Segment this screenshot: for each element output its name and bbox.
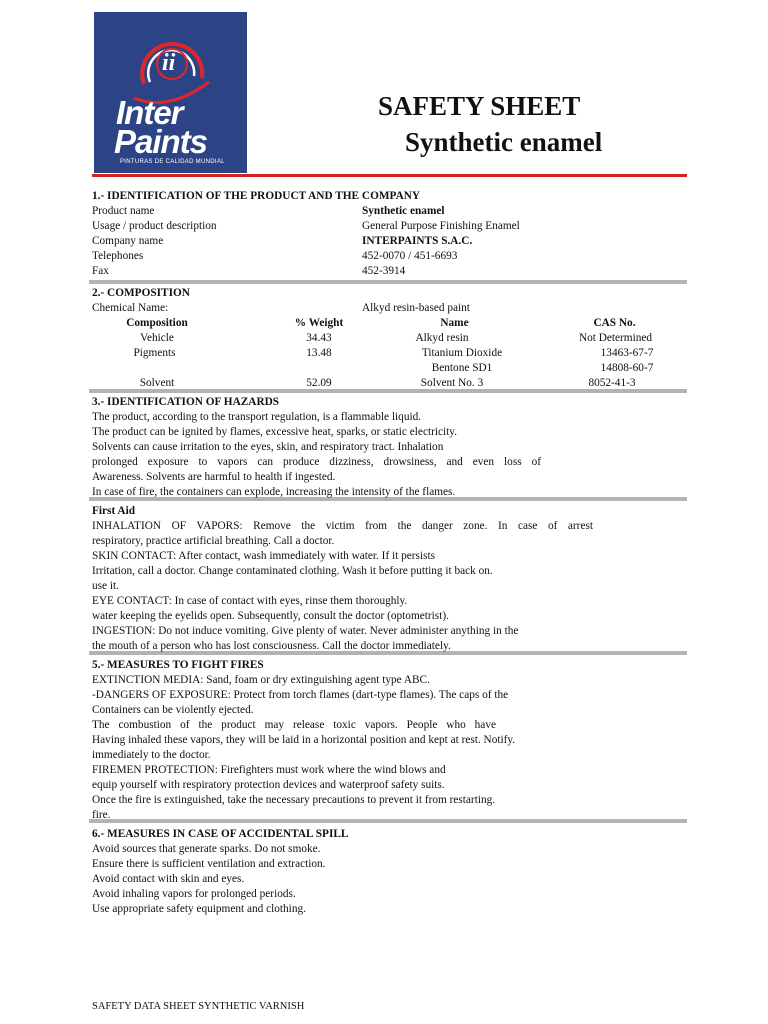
- chemical-name-value: Alkyd resin-based paint: [362, 302, 470, 314]
- section-heading: First Aid: [92, 505, 135, 517]
- info-row: [92, 234, 687, 249]
- section-identification: [92, 189, 687, 279]
- cell-weight: 34.43: [306, 332, 332, 344]
- paragraph-line: INHALATION OF VAPORS: Remove the victim from the danger zone. In case of arrest: [92, 520, 593, 532]
- paragraph-line: Solvents can cause irritation to the eyes, skin, and respiratory tract. Inhalation: [92, 441, 444, 453]
- logo-word-paints: Paints: [114, 123, 208, 160]
- cell-cas: Not Determined: [578, 332, 653, 344]
- section-heading: 6.- MEASURES IN CASE OF ACCIDENTAL SPILL: [92, 828, 349, 840]
- paragraph-line: Having inhaled these vapors, they will be laid in a horizontal position and kept at rest. Notify.: [92, 734, 516, 746]
- cell-composition: Solvent: [139, 377, 175, 389]
- info-row: [92, 219, 687, 234]
- paragraph-line: EXTINCTION MEDIA: Sand, foam or dry extinguishing agent type ABC.: [92, 674, 430, 686]
- section-hazards: [92, 395, 687, 500]
- paragraph-line: equip yourself with respiratory protection devices and waterproof safety suits.: [92, 779, 445, 791]
- document-body: [92, 189, 687, 917]
- cell-weight: 13.48: [306, 347, 332, 359]
- paragraph-line: Avoid inhaling vapors for prolonged periods.: [92, 888, 296, 900]
- paragraph-line: Avoid sources that generate sparks. Do not smoke.: [92, 843, 321, 855]
- paragraph-line: Ensure there is sufficient ventilation and extraction.: [92, 858, 326, 870]
- paragraph-line: Awareness. Solvents are harmful to health if ingested.: [92, 471, 336, 483]
- composition-table-header: [92, 316, 687, 331]
- col-header-cas: CAS No.: [593, 317, 636, 329]
- paragraph-line: The product can be ignited by flames, excessive heat, sparks, or static electricity.: [92, 426, 458, 438]
- paragraph-line: EYE CONTACT: In case of contact with eyes, rinse them thoroughly.: [92, 595, 408, 607]
- company-logo: [94, 12, 247, 173]
- cell-name: Solvent No. 3: [420, 377, 484, 389]
- info-value: General Purpose Finishing Enamel: [362, 220, 520, 232]
- section-fire-fighting: [92, 658, 687, 823]
- paragraph-line: In case of fire, the containers can explode, increasing the intensity of the flames.: [92, 486, 456, 498]
- paragraph-line: Once the fire is extinguished, take the necessary precautions to prevent it from restarting.: [92, 794, 496, 806]
- info-value: 452-3914: [362, 265, 406, 277]
- paragraph-line: prolonged exposure to vapors can produce dizziness, drowsiness, and even loss of: [92, 456, 541, 468]
- paragraph-line: Use appropriate safety equipment and clothing.: [92, 903, 306, 915]
- paragraph-line: The product, according to the transport regulation, is a flammable liquid.: [92, 411, 422, 423]
- cell-weight: 52.09: [306, 377, 332, 389]
- cell-name: Alkyd resin: [415, 332, 469, 344]
- info-row: [92, 264, 687, 279]
- info-row: [92, 249, 687, 264]
- info-value: 452-0070 / 451-6693: [362, 250, 458, 262]
- paragraph-line: water keeping the eyelids open. Subsequently, consult the doctor (optometrist).: [92, 610, 449, 622]
- section-heading: 5.- MEASURES TO FIGHT FIRES: [92, 659, 264, 671]
- table-row: [92, 331, 687, 346]
- paragraph-line: fire.: [92, 809, 111, 821]
- info-value: Synthetic enamel: [362, 205, 445, 217]
- document-subtitle: Synthetic enamel: [405, 127, 603, 157]
- section-heading: 3.- IDENTIFICATION OF HAZARDS: [92, 396, 280, 408]
- logo-monogram: ii: [162, 50, 176, 76]
- chemical-name-label: Chemical Name:: [92, 302, 169, 314]
- col-header-composition: Composition: [126, 317, 188, 329]
- paragraph-line: respiratory, practice artificial breathing. Call a doctor.: [92, 535, 335, 547]
- paragraph-line: immediately to the doctor.: [92, 749, 211, 761]
- header-divider: [92, 174, 687, 177]
- chemical-name-row: [92, 301, 687, 316]
- paragraph-line: Irritation, call a doctor. Change contaminated clothing. Wash it before putting it back on.: [92, 565, 493, 577]
- page-footer: SAFETY DATA SHEET SYNTHETIC VARNISH: [92, 1001, 305, 1012]
- info-label: Telephones: [92, 250, 144, 262]
- info-label: Usage / product description: [92, 220, 217, 232]
- info-label: Company name: [92, 235, 164, 247]
- section-composition: [92, 286, 687, 391]
- paragraph-line: The combustion of the product may release toxic vapors. People who have: [92, 719, 496, 731]
- table-row: [92, 361, 687, 376]
- info-row: [92, 204, 687, 219]
- cell-cas: 8052-41-3: [588, 377, 636, 389]
- document-title: SAFETY SHEET: [378, 91, 581, 121]
- section-accidental-spill: [92, 827, 687, 917]
- logo-tagline: PINTURAS DE CALIDAD MUNDIAL: [120, 159, 225, 165]
- section-first-aid: [92, 504, 687, 654]
- paragraph-line: Containers can be violently ejected.: [92, 704, 254, 716]
- paragraph-line: -DANGERS OF EXPOSURE: Protect from torch flames (dart-type flames). The caps of the: [92, 689, 509, 701]
- paragraph-line: INGESTION: Do not induce vomiting. Give plenty of water. Never administer anything in the: [92, 625, 519, 637]
- paragraph-line: Avoid contact with skin and eyes.: [92, 873, 245, 885]
- cell-cas: 14808-60-7: [600, 362, 654, 374]
- cell-composition: Vehicle: [140, 332, 174, 344]
- paragraph-line: FIREMEN PROTECTION: Firefighters must work where the wind blows and: [92, 764, 446, 776]
- cell-composition: Pigments: [133, 347, 176, 359]
- col-header-weight: % Weight: [294, 317, 344, 329]
- info-value: INTERPAINTS S.A.C.: [362, 235, 473, 247]
- section-heading: 2.- COMPOSITION: [92, 287, 190, 299]
- col-header-name: Name: [440, 317, 469, 329]
- cell-cas: 13463-67-7: [600, 347, 654, 359]
- logo-word-inter: Inter: [116, 94, 183, 131]
- cell-name: Bentone SD1: [431, 362, 493, 374]
- paragraph-line: the mouth of a person who has lost consciousness. Call the doctor immediately.: [92, 640, 451, 652]
- section-heading: 1.- IDENTIFICATION OF THE PRODUCT AND THE COMPANY: [92, 190, 421, 202]
- table-row: [92, 346, 687, 361]
- info-label: Product name: [92, 205, 155, 217]
- cell-name: Titanium Dioxide: [421, 347, 503, 359]
- table-row: [92, 376, 687, 391]
- info-label: Fax: [92, 265, 109, 277]
- paragraph-line: SKIN CONTACT: After contact, wash immediately with water. If it persists: [92, 550, 436, 562]
- paragraph-line: use it.: [92, 580, 119, 592]
